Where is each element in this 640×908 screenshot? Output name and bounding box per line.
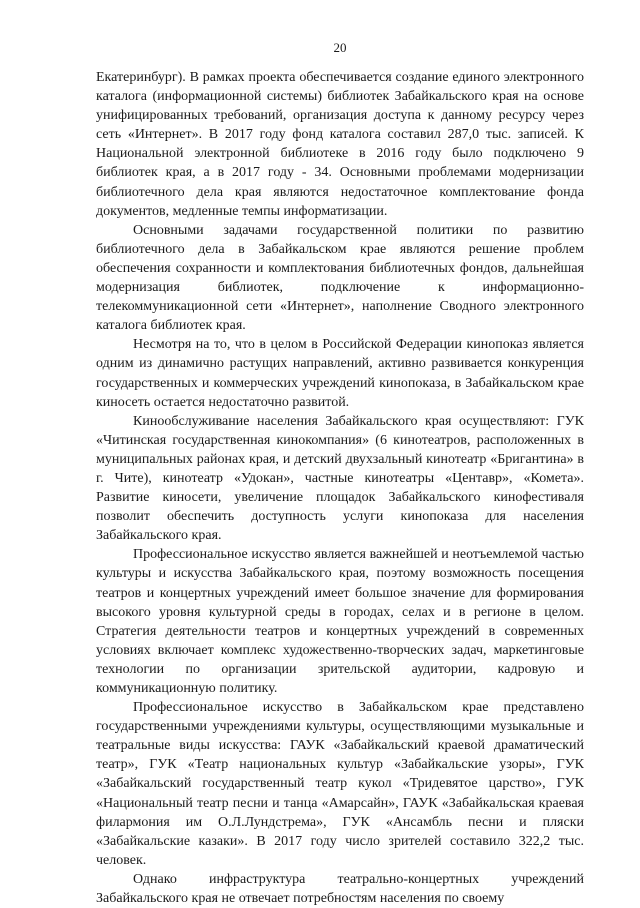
document-body bbox=[96, 68, 584, 908]
paragraph-cinema-services: Кинообслуживание населения Забайкальского края осуществляют: ГУК «Читинская государственная кинокомпания» (6 кинотеатров, расположенных в муниципальных районах края, и детский двухзальный кинотеатр «Бригантина» в г. Чите), кинотеатр «Удокан», частные кинотеатры «Центавр», «Комета». Развитие киносети, увеличение площадок Забайкальского кинофестиваля позволит обеспечить доступность услуги кинопоказа для населения Забайкальского края. bbox=[96, 413, 584, 544]
paragraph-cinema-network: Несмотря на то, что в целом в Российской Федерации кинопоказ является одним из динамично растущих направлений, активно развивается конкуренция государственных и коммерческих учреждений кинопоказа, в Забайкальском крае киносеть остается недостаточно развитой. bbox=[96, 337, 584, 410]
paragraph-theatres-list: Профессиональное искусство в Забайкальском крае представлено государственными учреждениями культуры, осуществляющими музыкальные и театральные виды искусства: ГАУК «Забайкальский краевой драматический театр», ГУК «Театр национальных культур «Забайкальские узоры», ГУК «Забайкальский государственный театр кукол «Тридевятое царство», ГУК «Национальный театр песни и танца «Амарсайн», ГАУК «Забайкальская краевая филармония им О.Л.Лундстрема», ГУК «Ансамбль песни и пляски «Забайкальские казаки». В 2017 году число зрителей составило 322,2 тыс. человек. bbox=[96, 700, 584, 868]
paragraph-professional-art: Профессиональное искусство является важнейшей и неотъемлемой частью культуры и искусства Забайкальского края, поэтому возможность посещения театров и концертных учреждений имеет большое значение для формирования высокого уровня культурной среды в городах, селах и в регионе в целом. Стратегия деятельности театров и концертных учреждений в современных условиях включает комплекс художественно-творческих задач, маркетинговые технологии по организации зрительской аудитории, кадровую и коммуникационную политику. bbox=[96, 547, 584, 696]
paragraph-continuation: Екатеринбург). В рамках проекта обеспечивается создание единого электронного каталога (информационной системы) библиотек Забайкальского края на основе унифицированных требований, организация доступа к данному ресурсу через сеть «Интернет». В 2017 году фонд каталога составил 287,0 тыс. записей. К Национальной электронной библиотеке в 2016 году было подключено 9 библиотек края, а в 2017 году - 34. Основными проблемами модернизации библиотечного дела края являются недостаточное комплектование фонда документов, медленные темпы информатизации. bbox=[96, 70, 584, 219]
paragraph-infrastructure: Однако инфраструктура театрально-концертных учреждений Забайкальского края не отвечает потребностям населения по своему bbox=[96, 871, 584, 907]
page-number: 20 bbox=[333, 40, 347, 55]
paragraph-library-tasks: Основными задачами государственной политики по развитию библиотечного дела в Забайкальском крае являются решение проблем обеспечения сохранности и комплектования библиотечных фондов, дальнейшая модернизация библиотек, подключение к информационно-телекоммуникационной сети «Интернет», наполнение Сводного электронного каталога библиотек края. bbox=[96, 222, 584, 334]
